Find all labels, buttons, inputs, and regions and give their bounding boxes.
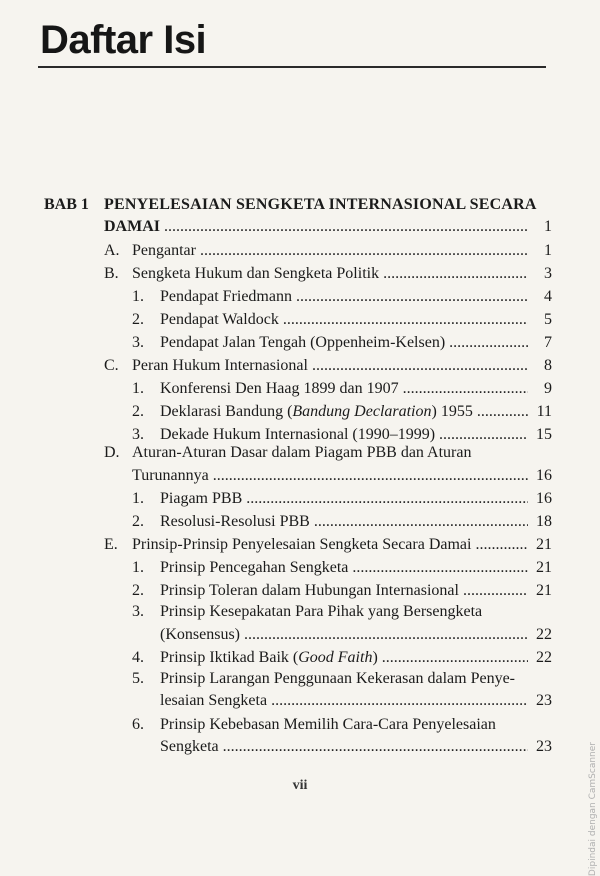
leader-dots (244, 624, 528, 646)
entry-marker: 1. (132, 559, 144, 576)
toc-entry-line2 (160, 736, 552, 758)
leader-dots (213, 465, 528, 487)
entry-text: Sengketa Hukum dan Sengketa Politik (132, 265, 380, 282)
entry-page: 21 (536, 559, 552, 576)
entry-marker: 2. (132, 582, 144, 599)
toc-entry (104, 240, 552, 262)
leader-dots (382, 647, 528, 669)
entry-page: 7 (544, 334, 552, 351)
toc-entry (132, 580, 552, 602)
toc-entry-line2 (160, 624, 552, 646)
leader-dots (312, 355, 528, 377)
entry-page: 9 (544, 380, 552, 397)
entry-page: 1 (544, 242, 552, 259)
leader-dots (352, 557, 528, 579)
leader-dots (164, 216, 528, 238)
leader-dots (477, 401, 528, 423)
leader-dots (403, 378, 528, 400)
leader-dots (463, 580, 528, 602)
entry-text-line1: Prinsip Kebebasan Memilih Cara-Cara Penyelesaian (160, 716, 496, 733)
entry-page: 11 (536, 403, 552, 420)
toc-entry (132, 332, 552, 354)
entry-marker: B. (104, 265, 119, 282)
chapter-label: BAB 1 (44, 196, 89, 213)
entry-page: 18 (536, 513, 552, 530)
leader-dots (449, 332, 528, 354)
chapter-title-line2: DAMAI (104, 218, 160, 235)
entry-text: Prinsip Pencegahan Sengketa (160, 559, 349, 576)
entry-text: Dekade Hukum Internasional (1990–1999) (160, 426, 436, 443)
entry-page: 8 (544, 357, 552, 374)
leader-dots (246, 488, 528, 510)
toc-entry-line1 (132, 668, 515, 690)
chapter-page: 1 (544, 218, 552, 235)
entry-text: Piagam PBB (160, 490, 243, 507)
entry-text: Pendapat Waldock (160, 311, 279, 328)
toc-entry (104, 263, 552, 285)
entry-page: 5 (544, 311, 552, 328)
entry-text-pre: Prinsip Iktikad Baik ( (160, 649, 299, 666)
toc-entry (132, 511, 552, 533)
entry-text-line2: (Konsensus) (160, 626, 240, 643)
entry-marker: 3. (132, 603, 144, 620)
entry-text-line1: Prinsip Larangan Penggunaan Kekerasan dalam Penye- (160, 670, 515, 687)
entry-marker: 1. (132, 490, 144, 507)
entry-text: Konferensi Den Haag 1899 dan 1907 (160, 380, 399, 397)
entry-marker: D. (104, 444, 120, 461)
entry-page: 21 (536, 582, 552, 599)
entry-page: 22 (536, 649, 552, 666)
entry-page: 16 (536, 490, 552, 507)
leader-dots (475, 534, 528, 556)
entry-page: 23 (536, 738, 552, 755)
entry-text-post: ) (372, 649, 378, 666)
scanner-watermark: Dipindai dengan CamScanner (588, 742, 598, 876)
toc-entry (132, 557, 552, 579)
leader-dots (271, 690, 528, 712)
entry-text: Pengantar (132, 242, 196, 259)
entry-marker: 4. (132, 649, 144, 666)
title-rule (38, 66, 546, 68)
entry-text-post: ) 1955 (431, 403, 473, 420)
chapter-title-row (104, 216, 552, 238)
entry-page: 15 (536, 426, 552, 443)
entry-text-italic: Bandung Declaration (292, 403, 432, 420)
toc-entry (132, 401, 552, 423)
entry-text: Prinsip-Prinsip Penyelesaian Sengketa Secara Damai (132, 536, 472, 553)
leader-dots (296, 286, 528, 308)
leader-dots (314, 511, 528, 533)
entry-text: Prinsip Toleran dalam Hubungan Internasional (160, 582, 459, 599)
toc-entry (132, 378, 552, 400)
entry-text-line2: lesaian Sengketa (160, 692, 268, 709)
page-number-footer: vii (292, 778, 308, 793)
entry-marker: 6. (132, 716, 144, 733)
entry-text-line1: Aturan-Aturan Dasar dalam Piagam PBB dan Aturan (132, 444, 472, 461)
page-title: Daftar Isi (40, 18, 207, 62)
leader-dots (223, 736, 528, 758)
entry-marker: C. (104, 357, 119, 374)
toc-entry (132, 309, 552, 331)
entry-text-pre: Deklarasi Bandung ( (160, 403, 293, 420)
chapter-title-line1: PENYELESAIAN SENGKETA INTERNASIONAL SECARA (104, 196, 537, 213)
toc-entry-line1 (132, 601, 482, 623)
entry-text-line1: Prinsip Kesepakatan Para Pihak yang Bersengketa (160, 603, 483, 620)
entry-page: 4 (544, 288, 552, 305)
entry-page: 16 (536, 467, 552, 484)
toc-entry-line1 (132, 714, 496, 736)
entry-page: 3 (544, 265, 552, 282)
toc-entry-line2 (160, 690, 552, 712)
entry-page: 21 (536, 536, 552, 553)
entry-marker: 1. (132, 380, 144, 397)
entry-marker: 3. (132, 334, 144, 351)
toc-entry (132, 286, 552, 308)
toc-entry-line2 (132, 465, 552, 487)
entry-marker: 3. (132, 426, 144, 443)
entry-text: Peran Hukum Internasional (132, 357, 308, 374)
leader-dots (383, 263, 528, 285)
toc-entry (104, 355, 552, 377)
toc-entry-line1 (104, 442, 471, 464)
entry-text: Resolusi-Resolusi PBB (160, 513, 310, 530)
entry-marker: 2. (132, 403, 144, 420)
toc-entry (104, 534, 552, 556)
entry-page: 23 (536, 692, 552, 709)
entry-text: Pendapat Jalan Tengah (Oppenheim-Kelsen) (160, 334, 446, 351)
entry-page: 22 (536, 626, 552, 643)
leader-dots (283, 309, 528, 331)
entry-marker: E. (104, 536, 118, 553)
entry-text-line2: Sengketa (160, 738, 219, 755)
entry-marker: 2. (132, 513, 144, 530)
leader-dots (200, 240, 528, 262)
toc-entry (132, 647, 552, 669)
entry-marker: 5. (132, 670, 144, 687)
entry-marker: A. (104, 242, 120, 259)
entry-marker: 2. (132, 311, 144, 328)
entry-marker: 1. (132, 288, 144, 305)
toc-entry (132, 488, 552, 510)
entry-text-italic: Good Faith (298, 649, 373, 666)
entry-text: Pendapat Friedmann (160, 288, 292, 305)
entry-text-line2: Turunannya (132, 467, 209, 484)
entry-text (160, 401, 473, 423)
entry-text (160, 647, 378, 669)
